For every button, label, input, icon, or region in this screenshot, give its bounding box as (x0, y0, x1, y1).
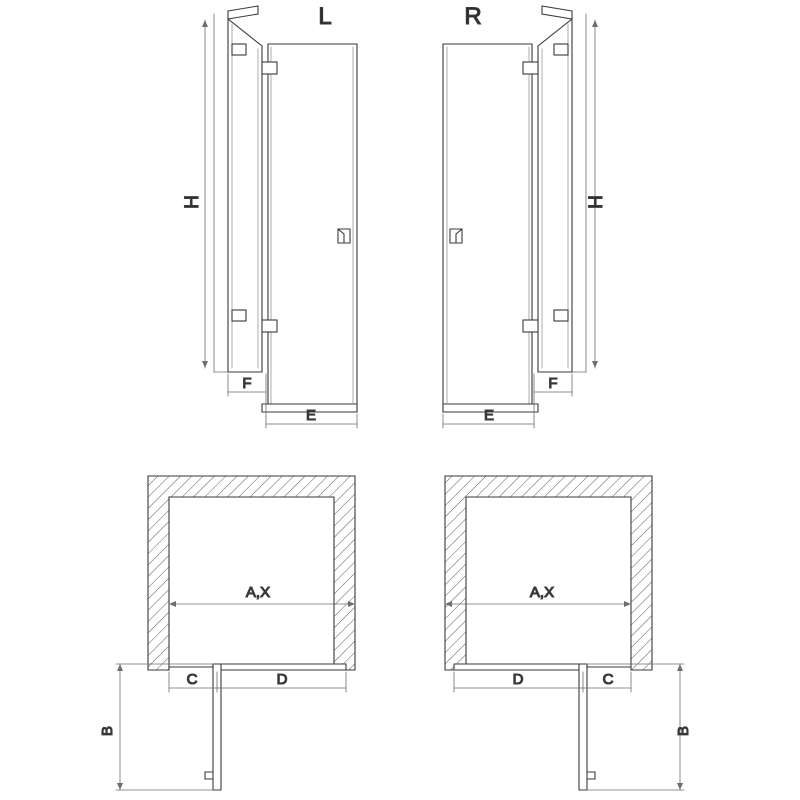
front-view-right (443, 3, 607, 428)
label-width-plan-right: A,X (529, 584, 555, 601)
label-height-right: H (586, 195, 607, 209)
label-variant-left: L (318, 3, 332, 30)
label-depth-plan-right: B (675, 725, 692, 737)
label-variant-right: R (464, 3, 482, 30)
label-panel-small-left: F (242, 375, 252, 392)
plan-view-left (99, 476, 355, 790)
label-seg-right-plan-left: D (276, 671, 288, 688)
plan-view-right (445, 476, 692, 790)
label-panel-small-right: F (548, 375, 558, 392)
label-panel-large-left: E (305, 407, 317, 424)
label-panel-large-right: E (483, 407, 495, 424)
label-seg-left-plan-right: D (512, 671, 524, 688)
label-height-left: H (182, 195, 203, 209)
label-depth-plan-left: B (99, 725, 116, 737)
front-view-left (182, 3, 357, 428)
label-width-plan-left: A,X (245, 584, 271, 601)
label-seg-right-plan-right: C (602, 671, 614, 688)
label-seg-left-plan-left: C (186, 671, 198, 688)
